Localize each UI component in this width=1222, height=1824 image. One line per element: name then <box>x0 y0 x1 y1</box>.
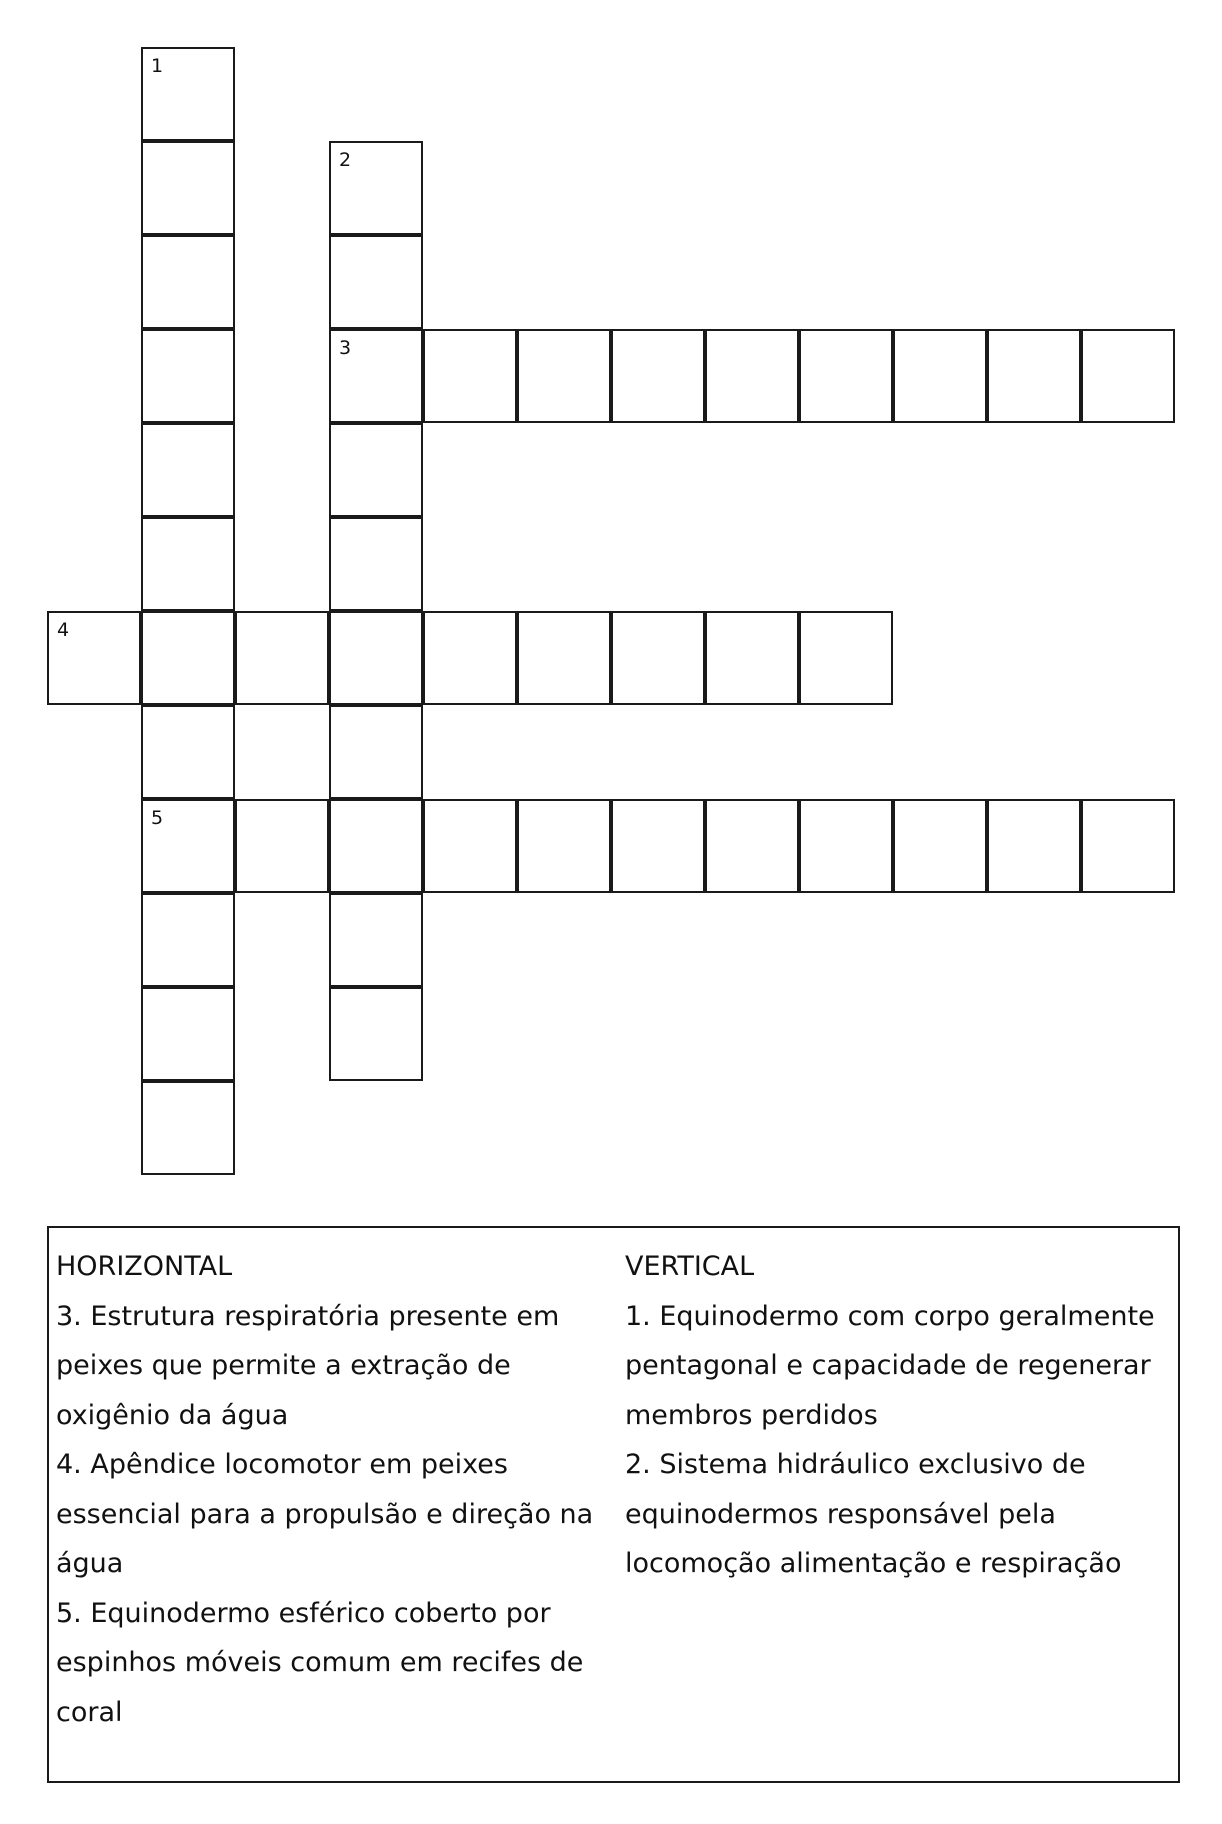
clue-vertical-1: 1. Equinodermo com corpo geralmente pentagonal e capacidade de regenerar membros perdidos <box>625 1300 1155 1431</box>
grid-cell[interactable] <box>47 611 141 705</box>
clue-horizontal-4: 4. Apêndice locomotor em peixes essencial para a propulsão e direção na água <box>56 1449 594 1579</box>
grid-cell[interactable] <box>141 423 235 517</box>
horizontal-heading: HORIZONTAL <box>56 1251 233 1282</box>
grid-cell[interactable] <box>141 987 235 1081</box>
grid-cell[interactable] <box>329 799 423 893</box>
clue-number: 1 <box>151 55 164 77</box>
grid-cell[interactable] <box>235 799 329 893</box>
clue-number: 3 <box>339 337 352 359</box>
grid-cell[interactable] <box>423 611 517 705</box>
grid-cell[interactable] <box>799 611 893 705</box>
grid-cell[interactable] <box>423 799 517 893</box>
grid-cell[interactable] <box>141 517 235 611</box>
grid-cell[interactable] <box>329 987 423 1081</box>
clues-box <box>47 1226 1180 1783</box>
grid-cell[interactable] <box>799 799 893 893</box>
grid-cell[interactable] <box>705 329 799 423</box>
grid-cell[interactable] <box>329 329 423 423</box>
clue-number: 4 <box>57 619 70 641</box>
grid-cell[interactable] <box>987 329 1081 423</box>
grid-cell[interactable] <box>893 329 987 423</box>
grid-cell[interactable] <box>1081 329 1175 423</box>
grid-cell[interactable] <box>141 1081 235 1175</box>
grid-cell[interactable] <box>141 141 235 235</box>
grid-cell[interactable] <box>799 329 893 423</box>
vertical-heading: VERTICAL <box>625 1251 755 1282</box>
grid-cell[interactable] <box>329 235 423 329</box>
grid-cell[interactable] <box>893 799 987 893</box>
grid-cell[interactable] <box>329 611 423 705</box>
grid-cell[interactable] <box>611 329 705 423</box>
grid-cell[interactable] <box>329 423 423 517</box>
grid-cell[interactable] <box>329 517 423 611</box>
grid-cell[interactable] <box>611 611 705 705</box>
grid-cell[interactable] <box>329 893 423 987</box>
grid-cell[interactable] <box>235 611 329 705</box>
grid-cell[interactable] <box>141 47 235 141</box>
clue-number: 5 <box>151 807 164 829</box>
clue-horizontal-5: 5. Equinodermo esférico coberto por espinhos móveis comum em recifes de coral <box>56 1597 584 1728</box>
grid-cell[interactable] <box>517 329 611 423</box>
vertical-clues <box>625 1242 1165 1589</box>
clue-number: 2 <box>339 149 352 171</box>
grid-cell[interactable] <box>517 799 611 893</box>
grid-cell[interactable] <box>329 705 423 799</box>
grid-cell[interactable] <box>705 799 799 893</box>
grid-cell[interactable] <box>141 329 235 423</box>
grid-cell[interactable] <box>141 893 235 987</box>
grid-cell[interactable] <box>329 141 423 235</box>
clue-vertical-2: 2. Sistema hidráulico exclusivo de equinodermos responsável pela locomoção alimentação e respiração <box>625 1449 1122 1579</box>
grid-cell[interactable] <box>517 611 611 705</box>
grid-cell[interactable] <box>987 799 1081 893</box>
grid-cell[interactable] <box>141 235 235 329</box>
horizontal-clues <box>56 1242 601 1737</box>
grid-cell[interactable] <box>705 611 799 705</box>
clue-horizontal-3: 3. Estrutura respiratória presente em peixes que permite a extração de oxigênio da água <box>56 1300 560 1431</box>
grid-cell[interactable] <box>611 799 705 893</box>
grid-cell[interactable] <box>1081 799 1175 893</box>
grid-cell[interactable] <box>141 799 235 893</box>
grid-cell[interactable] <box>141 705 235 799</box>
grid-cell[interactable] <box>141 611 235 705</box>
grid-cell[interactable] <box>423 329 517 423</box>
